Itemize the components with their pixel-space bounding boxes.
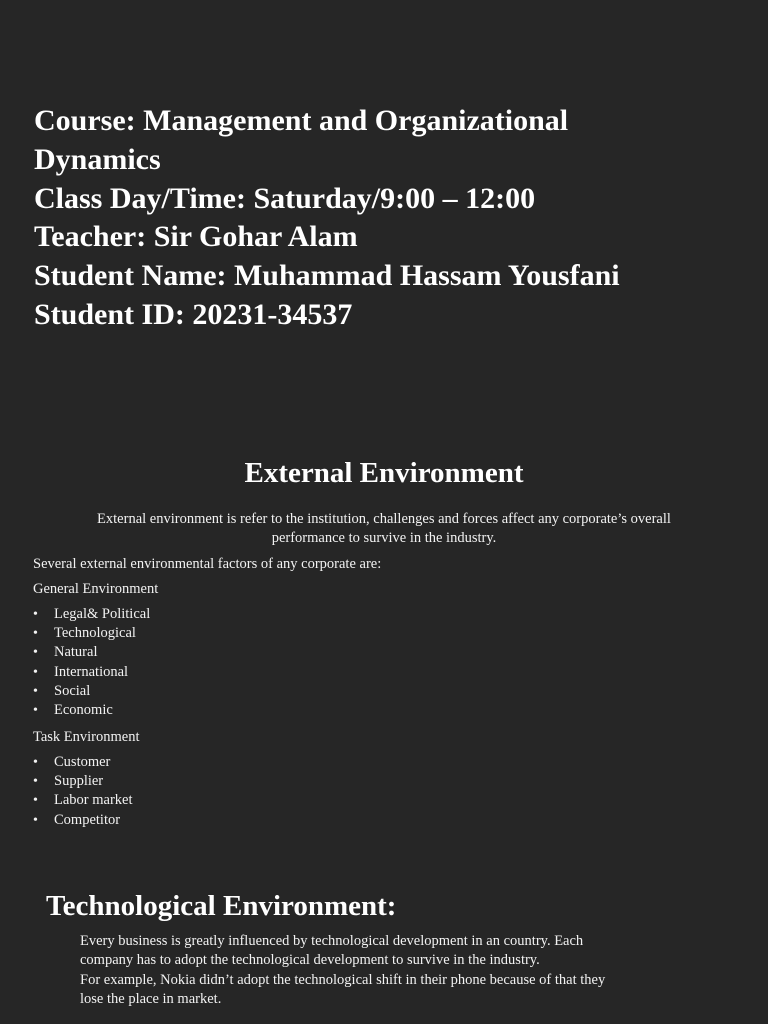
- external-environment-intro: [34, 510, 734, 548]
- bullet-icon: •: [33, 702, 38, 718]
- list-item: [33, 663, 150, 682]
- paragraph-line: Every business is greatly influenced by technological development in an country. Each: [80, 933, 584, 949]
- class-day-time-line: Class Day/Time: Saturday/9:00 – 12:00: [34, 181, 536, 215]
- list-item-label: Supplier: [54, 773, 104, 790]
- intro-line: performance to survive in the industry.: [271, 530, 497, 546]
- student-id-line: Student ID: 20231-34537: [34, 297, 353, 331]
- bullet-icon: •: [33, 755, 38, 770]
- technological-environment-title: Technological Environment:: [46, 890, 397, 922]
- bullet-icon: •: [33, 664, 38, 680]
- list-item-label: Legal& Political: [54, 606, 151, 622]
- list-item: [33, 811, 133, 830]
- list-item-label: Labor market: [54, 792, 133, 809]
- general-environment-list: [33, 605, 150, 720]
- task-environment-heading: Task Environment: [33, 729, 140, 745]
- list-item-label: Natural: [54, 644, 98, 661]
- header-block: [34, 102, 734, 335]
- list-item-label: Social: [54, 682, 91, 699]
- student-name-line: Student Name: Muhammad Hassam Yousfani: [34, 259, 620, 293]
- list-item-label: International: [54, 663, 129, 680]
- list-item: [33, 682, 150, 701]
- teacher-line: Teacher: Sir Gohar Alam: [34, 220, 358, 254]
- bullet-icon: •: [33, 607, 38, 622]
- list-item: [33, 624, 150, 643]
- list-item-label: Customer: [54, 754, 111, 770]
- external-environment-title: External Environment: [244, 457, 524, 489]
- intro-line: External environment is refer to the institution, challenges and forces affect any corporate’s overall: [97, 511, 671, 527]
- bullet-icon: •: [33, 812, 38, 828]
- bullet-icon: •: [33, 626, 38, 642]
- bullet-icon: •: [33, 645, 38, 661]
- paragraph-line: lose the place in market.: [80, 990, 222, 1007]
- factors-intro: Several external environmental factors of any corporate are:: [33, 556, 382, 572]
- list-item-label: Competitor: [54, 811, 121, 828]
- list-item-label: Technological: [54, 625, 136, 642]
- paragraph-line: company has to adopt the technological development to survive in the industry.: [80, 952, 540, 969]
- task-environment-list: [33, 753, 133, 830]
- course-line-continued: Dynamics: [34, 142, 161, 176]
- technological-environment-paragraph: [80, 932, 700, 1009]
- list-item: [33, 772, 133, 791]
- bullet-icon: •: [33, 793, 38, 809]
- general-environment-heading: General Environment: [33, 581, 159, 597]
- paragraph-line: For example, Nokia didn’t adopt the technological shift in their phone because of that they: [80, 971, 606, 988]
- bullet-icon: •: [33, 683, 38, 699]
- course-line: Course: Management and Organizational: [34, 104, 569, 137]
- list-item-label: Economic: [54, 701, 113, 718]
- list-item: [33, 791, 133, 810]
- list-item: [33, 701, 150, 720]
- list-item: [33, 605, 150, 624]
- list-item: [33, 643, 150, 662]
- bullet-icon: •: [33, 774, 38, 790]
- list-item: [33, 753, 133, 772]
